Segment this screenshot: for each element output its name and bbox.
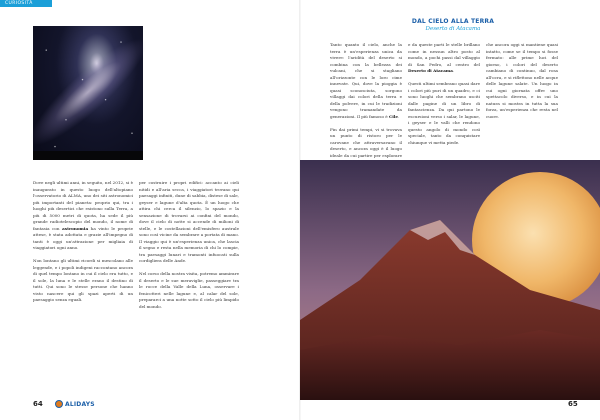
page-number-left: 64 (33, 400, 43, 408)
bold-term: Deserto di Atacama (408, 68, 453, 73)
article-header (388, 18, 518, 32)
bold-term: Cile (388, 113, 398, 119)
paragraph: Fin dai primi tempi, vi si trovava un punto di ristoro per le carovane che attraversavano il deserto, e ancora oggi è il luogo ideale da cui partire per esplorare (330, 126, 402, 158)
paragraph: Questi ultimi sembrano quasi dare i colori più puri di un quadro, e ci sono luoghi che sembrano usciti dalle pagine di un libro di fantascienza. Da qui partono le escursioni verso i salar, le lagune, i geyser e le valli che rendono questo angolo di mondo così speciale, tanto da conquistare chiunque vi metta piede. (408, 81, 480, 145)
paragraph: Nel corso della nostra visita, potremo ammirare il deserto e le sue meraviglie, passeggiare tra le rocce della Valle della Luna, osservare i fenicotteri nelle lagune e, al calar del sole, prepararci a una notte sotto il cielo più limpido del mondo. (139, 271, 239, 309)
paragraph: e da queste parti le stelle brillano come in nessun altro posto al mondo, a pochi passi dal villaggio di San Pedro, al centro del Deserto di Atacama. (408, 42, 480, 73)
moonrise-illustration (300, 160, 600, 400)
logo-text: ALIDAYS (65, 400, 95, 408)
paragraph: Tanto quanto il cielo, anche la terra è un'esperienza unica da vivere: l'aridità del deserto si combina con la bellezza dei vulcani, che si stagliano all'orizzonte con le loro cime innevate. Qui, dove la pioggia è quasi sconosciuta, sorgono villaggi dai colori della terra e della polvere, in cui le tradizioni vengono tramandate da generazioni. Il più famoso è Cile. (330, 42, 402, 119)
paragraph: per costruire i propri edifici: accanto ai cieli nitidi e all'aria secca, i viaggiatori trovano qui paesaggi infiniti, dune di sabbia, distese di sale, geyser e lagune d'alta quota. È un luogo che attira chi cerca il silenzio, lo spazio e la sensazione di trovarsi ai confini del mondo, dove il cielo di notte si accende di milioni di stelle, e le costellazioni dell'emisfero australe sono così vicine da sembrare a portata di mano. Il viaggio qui è un'esperienza unica, che lascia il segno e resta nella memoria di chi lo compie, tra paesaggi lunari e tramonti infuocati sulla cordigliera delle Ande. (139, 180, 239, 263)
left-column-1 (33, 180, 133, 310)
alidays-logo (55, 400, 95, 408)
paragraph: Non lontano gli ultimi ricordi si mescolano alle leggende, e i popoli indigeni raccontano ancora di quel tempo lontano in cui il cielo era tutto, e il sole, la luna e le stelle erano il destino di tutti. Qui sono le stesse persone che hanno visto nascere qui gli spazi aperti di un paesaggio senza eguali. (33, 258, 133, 302)
moonrise-volcano-photo (300, 160, 600, 420)
article-subtitle: Deserto di Atacama (425, 26, 481, 32)
bold-term: astronomia (62, 225, 89, 231)
logo-mark-icon (55, 400, 63, 408)
article-title: DAL CIELO ALLA TERRA (411, 18, 495, 25)
right-column-1 (330, 42, 402, 172)
section-tab: CURIOSITÀ (0, 0, 52, 7)
page-number-right: 65 (568, 400, 578, 408)
right-column-2 (408, 42, 480, 153)
paragraph: che ancora oggi si mantiene quasi intatto, come se il tempo si fosse fermato: alle prime luci del giorno, i colori del deserto cambiano di continuo, dal rosa all'ocra, e si riflettono nelle acque delle lagune salate. Un luogo in cui ogni giornata offre uno spettacolo diverso, e in cui la natura si mostra in tutta la sua forza, un'esperienza che resta nel cuore. (486, 42, 558, 119)
milky-way-photo (33, 26, 143, 160)
left-column-2 (139, 180, 239, 317)
paragraph: Dove negli ultimi anni, in seguito, nel 2012, si è inaugurato in questo luogo dell'altopiano l'osservatorio di ALMA, uno dei siti astronomici più importanti del pianeta: proprio qui, tra i luoghi più desertici che esistono sulla Terra, a più di 5000 metri di quota, ha sede il più grande radiotelescopio del mondo, il nome di fantasia con astronomia ha vinto le proprie attese, è stata adottata e grazie all'impegno di tanti è oggi un'attrazione per migliaia di viaggiatori ogni anno. (33, 180, 133, 250)
right-column-3 (486, 42, 558, 127)
